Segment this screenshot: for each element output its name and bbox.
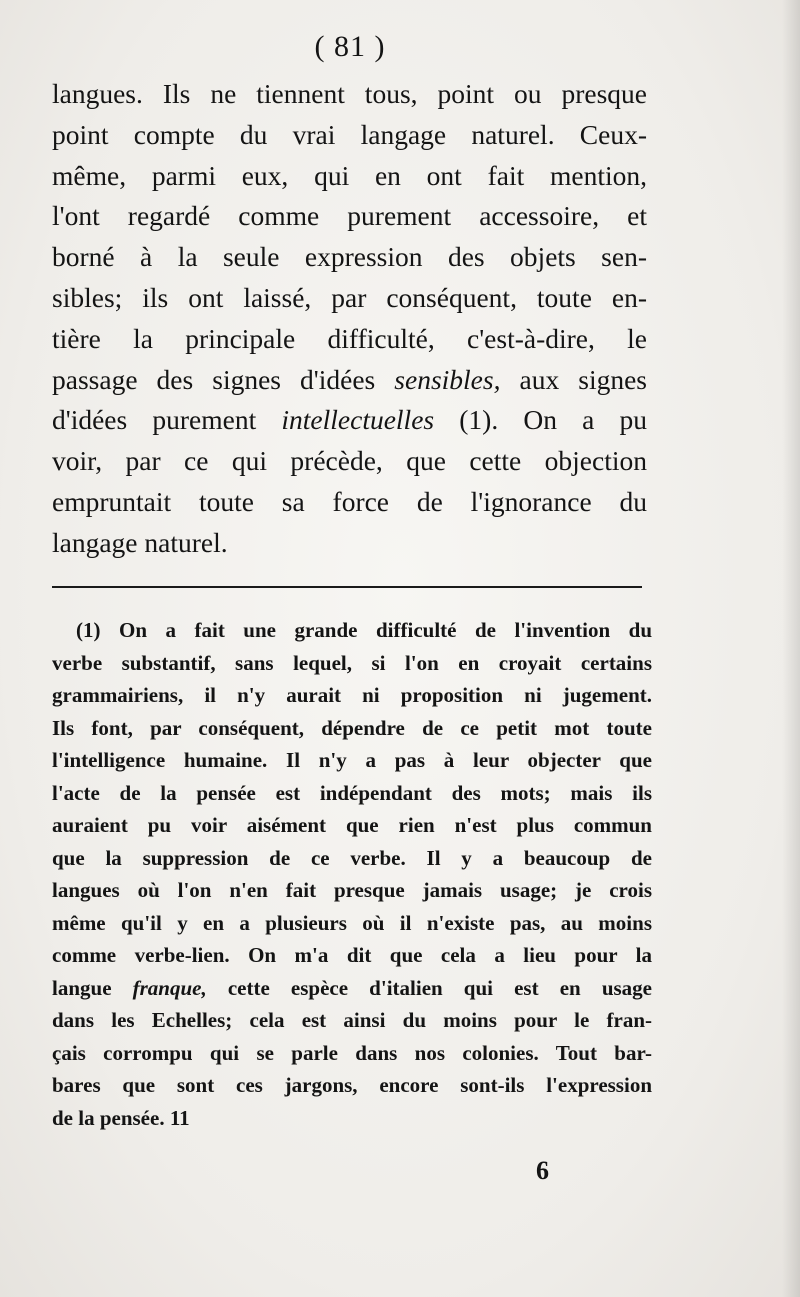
footnote-line xyxy=(52,907,652,940)
footnote-separator-rule xyxy=(52,586,642,588)
text-segment: langage naturel. xyxy=(52,526,228,558)
text-segment: comme verbe-lien. On m'a dit que cela a lieu pour la xyxy=(52,943,652,967)
body-text-line xyxy=(52,115,647,156)
footnote-line xyxy=(52,1037,652,1070)
footnote-line xyxy=(52,647,652,680)
italic-text: intellectuelles xyxy=(281,404,435,436)
text-segment: auraient pu voir aisément que rien n'est plus commun xyxy=(52,813,652,837)
page-number: ( 81 ) xyxy=(314,30,386,63)
body-text-line xyxy=(52,196,647,237)
main-text-block xyxy=(52,74,647,564)
body-text-line xyxy=(52,482,647,523)
body-text-line xyxy=(52,237,647,278)
body-text-line xyxy=(52,441,647,482)
text-segment: langues. Ils ne tiennent tous, point ou presque xyxy=(52,78,647,109)
body-text-line xyxy=(52,523,647,564)
text-segment: l'ont regardé comme purement accessoire, et xyxy=(52,200,647,232)
text-segment: empruntait toute sa force de l'ignorance du xyxy=(52,485,647,517)
text-segment: grammairiens, il n'y aurait ni proposition ni jugement. xyxy=(52,683,652,707)
text-segment: borné à la seule expression des objets sen- xyxy=(52,241,647,273)
italic-text: sensibles, xyxy=(394,363,501,395)
text-segment: l'intelligence humaine. Il n'y a pas à leur objecter que xyxy=(52,748,652,772)
body-text-line xyxy=(52,319,647,360)
text-segment: Ils font, par conséquent, dépendre de ce petit mot toute xyxy=(52,715,652,740)
footnote-line xyxy=(52,1004,652,1037)
footnote-line xyxy=(52,1102,652,1135)
text-segment: langues où l'on n'en fait presque jamais usage; je crois xyxy=(52,878,652,902)
footnote-line xyxy=(52,679,652,712)
body-text-line xyxy=(52,360,647,401)
text-segment: de la pensée. 11 xyxy=(52,1105,190,1130)
body-text-line xyxy=(52,156,647,197)
page-edge-shadow xyxy=(782,0,800,1297)
body-text-line xyxy=(52,278,647,319)
footnote-line xyxy=(52,939,652,972)
footnote-line xyxy=(52,744,652,777)
text-segment: que la suppression de ce verbe. Il y a beaucoup de xyxy=(52,845,652,870)
footnote-block xyxy=(52,614,652,1134)
text-segment: dans les Echelles; cela est ainsi du moins pour le fran- xyxy=(52,1008,652,1032)
signature-mark: 6 xyxy=(536,1156,549,1185)
body-text-line xyxy=(52,400,647,441)
footnote-line xyxy=(52,809,652,842)
text-segment: (1). On a pu xyxy=(434,404,648,436)
footnote-line xyxy=(52,972,652,1005)
text-segment: cette espèce d'italien qui est en usage xyxy=(206,975,653,1000)
text-segment: point compte du vrai langage naturel. Ceux- xyxy=(52,118,647,150)
footnote-line xyxy=(52,842,652,875)
text-segment: tière la principale difficulté, c'est-à-dire, le xyxy=(52,322,647,354)
text-segment: (1) On a fait une grande difficulté de l'invention du xyxy=(76,618,652,642)
text-segment: verbe substantif, sans lequel, si l'on en croyait certains xyxy=(52,650,652,675)
text-segment: aux signes xyxy=(500,363,647,395)
text-segment: sibles; ils ont laissé, par conséquent, toute en- xyxy=(52,281,647,313)
footnote-line xyxy=(52,614,652,647)
text-segment: bares que sont ces jargons, encore sont-ils l'expression xyxy=(52,1073,652,1097)
body-text-line xyxy=(52,74,647,115)
footnote-line xyxy=(52,1069,652,1102)
footnote-line xyxy=(52,874,652,907)
text-segment: même qu'il y en a plusieurs où il n'existe pas, au moins xyxy=(52,910,652,935)
text-segment: voir, par ce qui précède, que cette objection xyxy=(52,445,647,477)
text-segment: çais corrompu qui se parle dans nos colonies. Tout bar- xyxy=(52,1040,652,1065)
text-segment: langue xyxy=(52,975,133,1000)
text-segment: d'idées purement xyxy=(52,404,282,436)
footnote-line xyxy=(52,712,652,745)
text-segment: même, parmi eux, qui en ont fait mention, xyxy=(52,159,647,191)
text-segment: l'acte de la pensée est indépendant des mots; mais ils xyxy=(52,780,652,805)
text-segment: passage des signes d'idées xyxy=(52,363,395,395)
italic-text: franque, xyxy=(132,975,207,1000)
footnote-line xyxy=(52,777,652,810)
